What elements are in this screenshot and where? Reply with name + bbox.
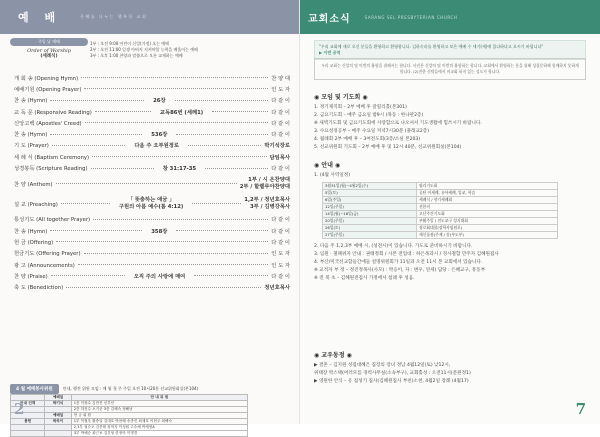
news-item: ※ 교적자 부 정 – 정진정목사(사모) : 박응이, 자 : 변우, 연세) 담당 : 은혜교구, 흥동부 — [314, 268, 486, 273]
sunday-service-pill: 주일 낮 예배 — [10, 38, 88, 46]
news-item: ▶ 결혼 – 김지원 성집대혜은 집장의 장녀 정남 4월12일(토) 낮12시, — [314, 363, 451, 368]
news-header — [300, 0, 600, 34]
page-number-right: 7 — [575, 400, 586, 418]
service-time-3: 3부 : 오후 1:00 찬양과 말씀으로 오롯 교제하는 예배 — [90, 53, 183, 58]
news-header-subtitle: SARANG SEL PRESBYTERIAN CHURCH — [364, 14, 458, 20]
table-cell: 예배일 — [45, 413, 71, 419]
service-committee-table — [10, 394, 248, 437]
leader-line: 1,2부 / 정년호목사 — [244, 196, 291, 203]
table-cell: 헌 금 위 원 — [71, 413, 247, 419]
worship-order-row — [14, 281, 290, 292]
table-cell: 공단 이세례, 유아세례, 입교, 학습 — [417, 190, 558, 197]
service-committee-badge: 4 월 예배봉사위원 — [10, 384, 59, 394]
order-item-leader: 인 도 자 — [271, 262, 290, 269]
table-cell: 봉헌 — [11, 419, 45, 425]
leader-dots — [61, 203, 110, 204]
table-row — [323, 211, 558, 218]
table-cell: 2층 하진수 오기준 3층 김혜숙 정해남 — [71, 407, 247, 413]
order-item-label: 광 고 (Announcements) — [14, 262, 75, 269]
leader-dots — [66, 287, 261, 288]
table-cell: 1층 이장수 김만진 신부인 — [71, 401, 247, 407]
section-title: ◉ 안내 ◉ — [314, 162, 341, 169]
worship-order-row — [14, 162, 290, 173]
worship-order-row — [14, 214, 290, 225]
table-header-cell: 예배일 — [45, 395, 71, 401]
table-cell — [45, 431, 71, 437]
order-item-label: 헌 금 (Offering) — [14, 239, 54, 246]
order-item-leader: 인 도 자 — [271, 251, 290, 258]
news-item: 4. 월례회 2부 예배 후 – 3여전도회(3층/소실 본203) — [314, 137, 421, 142]
table-cell: 박부이 — [45, 419, 71, 425]
leader-dots — [81, 77, 268, 78]
table-cell: 6일(주일) — [323, 197, 417, 204]
table-cell: 1부 이철우 황중일 김대호 박찬혜 송종진 최재호 이현주 최해숙 — [71, 419, 247, 425]
news-item: 3. 임원 · 철패위자 안내 : 권태정회 / 사본 전업대 : 하은목과시 / 경사철합 만주자 김혜원집사 — [314, 252, 499, 257]
service-time-2: 2부 : 오전 11:00 일생 아버지 지켜야할 능력을 배울어는 예배 — [90, 47, 199, 52]
order-item-label: 찬 양 (Praise) — [14, 273, 48, 280]
order-item-label: 예배기원 (Opening Prayer) — [14, 86, 82, 93]
table-row — [323, 218, 558, 225]
service-committee-desc: 안내, 행전 위원 모임 : 매 월 첫 주 주일 오전 10시20분 선교위원회실(본104) — [62, 386, 199, 391]
order-item-leader: 다 같 이 — [271, 228, 290, 235]
table-cell: 3부 박혜승 최근보 김우형 한정아 이명경 — [71, 431, 247, 437]
page-number-left: 2 — [14, 400, 25, 418]
order-item-label: 성경봉독 (Scripture Reading) — [14, 166, 88, 173]
leader-dots — [52, 145, 125, 146]
table-cell: 새신를점(주제 / 송(부도부) — [417, 232, 558, 239]
leader-dots — [212, 111, 268, 112]
order-item-leaders — [244, 197, 290, 211]
leader-dots — [51, 275, 125, 276]
sermon-line: 「 뜻충하는 애굼 」 — [127, 196, 175, 203]
news-item: 3. 수요성경공부 – 매주 수요일 저녁7시30분 (풀래교2층) — [314, 129, 430, 134]
leader-dots — [175, 100, 269, 101]
order-item-label: 찬 송 (Hymn) — [14, 228, 48, 235]
news-item: 5. 선교위원회 기도회 – 2부 예배 후 및 12시 40분, 선교위원회실(본104) — [314, 145, 462, 150]
leader-dots — [176, 230, 268, 231]
table-cell: 26일(토) — [323, 225, 417, 232]
order-item-leader: 다 같 이 — [271, 132, 290, 139]
worship-order-row — [14, 236, 290, 247]
news-item: ※ 새벽기도회 및 금요기도회에 사랑합으로 나오셔서 기도생활에 힘쓰시기 바랍니다. — [314, 121, 482, 126]
order-item-leader: 다 같 이 — [271, 239, 290, 246]
order-item-label: 찬 송 (Hymn) — [14, 132, 48, 139]
order-item-detail: 다음 주 오부원정로 — [134, 143, 179, 150]
worship-order-row — [14, 270, 290, 281]
order-item-detail: 26장 — [153, 98, 166, 105]
news-item: ※ 전 북 초 – 김혜원전집사 가정에서 첨례 후 성음. — [314, 276, 415, 281]
order-item-leader: 다 같 이 — [271, 217, 290, 224]
worship-order-row — [14, 95, 290, 106]
order-item-label: 통성기도 (All together Prayer) — [14, 217, 91, 224]
order-item-leader: 정년호목사 — [264, 285, 290, 292]
order-item-detail: 오직 주의 사랑에 매여 — [133, 273, 186, 280]
leader-dots — [50, 100, 144, 101]
worship-order-row — [14, 259, 290, 270]
welcome-verse — [314, 40, 586, 60]
leader-dots — [92, 156, 266, 157]
worship-header — [0, 0, 299, 34]
news-page — [300, 0, 600, 424]
order-item-label: 찬 송 (Hymn) — [14, 98, 48, 105]
table-cell: 안내 인계 — [11, 401, 45, 407]
table-cell: 세례식 / 향기세례회 — [417, 197, 558, 204]
section-title: ◉ 모임 및 기도회 ◉ — [314, 94, 368, 101]
table-row — [323, 190, 558, 197]
leader-dots — [192, 203, 241, 204]
order-of-worship-en: Order of Worship — [27, 48, 71, 54]
table-row — [323, 204, 558, 211]
order-item-label: 찬 양 (Anthem) — [14, 181, 53, 188]
order-item-leader: 다 같 이 — [271, 120, 290, 127]
service-committee-heading — [10, 384, 198, 394]
notice-section — [314, 160, 558, 283]
leader-dots — [56, 183, 237, 184]
leader-line: 2부 / 할렐루야찬양대 — [239, 183, 290, 190]
table-cell: 20일(주일) — [323, 218, 417, 225]
worship-order-row — [14, 174, 290, 194]
worship-page — [0, 0, 300, 435]
leader-dots — [78, 264, 268, 265]
order-item-detail: 536장 — [151, 132, 168, 139]
leader-dots — [176, 134, 268, 135]
worship-order-row — [14, 194, 290, 214]
meetings-section — [314, 92, 482, 152]
table-cell: 3월31일(월)~4월2일(수) — [323, 183, 417, 190]
table-cell: 박기식 — [45, 401, 71, 407]
news-item: 4. 부산/미국선교합들간에들 설명위원회가 11일과 오전 11시 본 교회에서 있습니다. — [314, 260, 483, 265]
worship-order-row — [14, 72, 290, 83]
worship-order-row — [14, 83, 290, 94]
table-cell: 5일(토) — [323, 190, 417, 197]
order-item-leaders — [240, 177, 290, 191]
order-item-label: 개 회 송 (Opening Hymn) — [14, 75, 79, 82]
order-item-label: 기 도 (Prayer) — [14, 143, 49, 150]
sermon-line: 구원의 아름 예수(롬 4:12) — [118, 203, 184, 210]
order-of-worship-heading — [10, 38, 88, 60]
schedule-table — [322, 182, 558, 239]
worship-order-row — [14, 151, 290, 162]
leader-dots — [85, 122, 269, 123]
order-item-leader: 다 같 이 — [271, 166, 291, 173]
worship-order-row — [14, 128, 290, 139]
intro-box: 우리 교회는 신앙의 및 이번의 흡함을 위해서는 함니다. 사진은 신앙의 및 이번의 흡함하는 합니다. 교회에서 환영하는 분을 위해 성결문하해 함께하지 못하게 합니다. (2)진한 신탁들에서 비교회 하지 있는 성도가 합니다. — [314, 58, 586, 80]
worship-header-subtitle: 은혜를 나누는 행복한 교회 — [80, 14, 148, 19]
news-item: 2. 금요기도회 – 매주 금요일 밤9시 (목동 : 한나관2층) — [314, 113, 424, 118]
news-header-title: 교회소식 — [308, 13, 351, 25]
member-news-section — [314, 350, 471, 386]
order-item-label: 설 교 (Preaching) — [14, 201, 58, 208]
table-cell: 필리기도회 — [417, 183, 558, 190]
order-item-leader: 인 도 자 — [271, 86, 290, 93]
table-cell: 선한지 — [417, 204, 558, 211]
table-cell: 장로회대할(장학사임원포) — [417, 225, 558, 232]
table-cell: 고난주간기도회 — [417, 211, 558, 218]
order-item-leader: 다 같 이 — [271, 98, 290, 105]
table-row — [11, 431, 248, 437]
leader-dots — [93, 219, 268, 220]
table-row — [323, 232, 558, 239]
table-row — [323, 197, 558, 204]
worship-order-list — [14, 72, 290, 293]
service-time-1: 1부 : 오전 9:00 어린이 신앙(가정) 오는 예배 — [90, 41, 169, 46]
worship-order-row — [14, 106, 290, 117]
table-row — [323, 225, 558, 232]
news-item: 1. 정기제직회 – 2부 예배 후 갈릴리홀(본301) — [314, 105, 407, 110]
welcome-verse-text: "우리 교회에 새로 오신 분들을 환영하고 환영합니다. 김하숙라를 환영하고 보은 예배 수 세기(세)에 있다하다고 오시기 바랍니다" — [319, 44, 544, 49]
table-cell: 2,3부 권순오 김종태 장혁자 이성원 고숭혜 박재영A — [71, 425, 247, 431]
service-times — [90, 41, 198, 59]
table-header-cell: 안 내 위 원 — [71, 395, 247, 401]
order-item-leader: 찬 양 대 — [271, 75, 290, 82]
order-item-label: 세 례 식 (Baptism Ceremony) — [14, 154, 90, 161]
table-cell — [11, 431, 45, 437]
leader-dots — [84, 253, 269, 254]
order-item-detail: 창 31:17-35 — [162, 166, 197, 173]
leader-dots — [91, 168, 154, 169]
leader-dots — [84, 88, 268, 89]
order-item-leader: 다 같 이 — [271, 273, 290, 280]
leader-dots — [50, 134, 142, 135]
order-item-label: 축 도 (Benediction) — [14, 285, 64, 292]
leader-dots — [205, 168, 268, 169]
news-item: ▶ 영원한 안식 – 유 집성기 집사(김혜원집사 부친)소천, 4월2일 장례 (4월17) — [314, 379, 469, 384]
table-cell: 12일(주일) — [323, 204, 417, 211]
sermon-title — [119, 197, 183, 211]
order-item-leader: 다 같 이 — [271, 109, 290, 116]
leader-dots — [95, 111, 151, 112]
leader-line: 3부 / 김병강목사 — [250, 203, 291, 210]
leader-dots — [56, 241, 268, 242]
order-item-label: 신앙고백 (Apostles' Creed) — [14, 120, 82, 127]
table-cell: 27일(주일) — [323, 232, 417, 239]
news-item: 2. 다음 주 1,2,3부 예배 시, (성전시)이 있습니다. 가도로 준비하시기 바랍니다. — [314, 244, 473, 249]
order-item-label: 교 독 문 (Responsive Reading) — [14, 109, 92, 116]
news-item: 1. (4월 사역일정) — [314, 173, 350, 178]
worship-order-row — [14, 140, 290, 151]
section-title: ◉ 교우동정 ◉ — [314, 352, 352, 359]
table-cell: 부활주일 / 전도교구 성지대회 — [417, 218, 558, 225]
leader-dots — [188, 145, 261, 146]
table-row — [323, 183, 558, 190]
worship-order-row — [14, 117, 290, 128]
leader-line: 1부 / 시 온찬양대 — [248, 176, 290, 183]
order-of-worship-ko: (세례식) — [40, 54, 58, 59]
table-cell: 14일(월)~18일(금) — [323, 211, 417, 218]
order-item-leader: 박기석장로 — [264, 143, 290, 150]
news-item: 위태장 박스택(여러모를 경력사무실(소속부구), 교회홀성 : 오전11시(문원정1) — [314, 371, 471, 376]
leader-dots — [194, 275, 268, 276]
order-item-detail: 358장 — [151, 228, 168, 235]
worship-order-row — [14, 248, 290, 259]
order-item-detail: 교독86번 (세례1) — [159, 109, 204, 116]
worship-order-row — [14, 225, 290, 236]
order-item-leader: 담임목사 — [269, 154, 290, 161]
worship-header-title: 예 배 — [18, 11, 62, 24]
order-item-label: 헌금기도 (Offering Prayer) — [14, 251, 81, 258]
welcome-verse-label: ▶ 이번 공역 — [319, 50, 341, 55]
leader-dots — [50, 230, 142, 231]
